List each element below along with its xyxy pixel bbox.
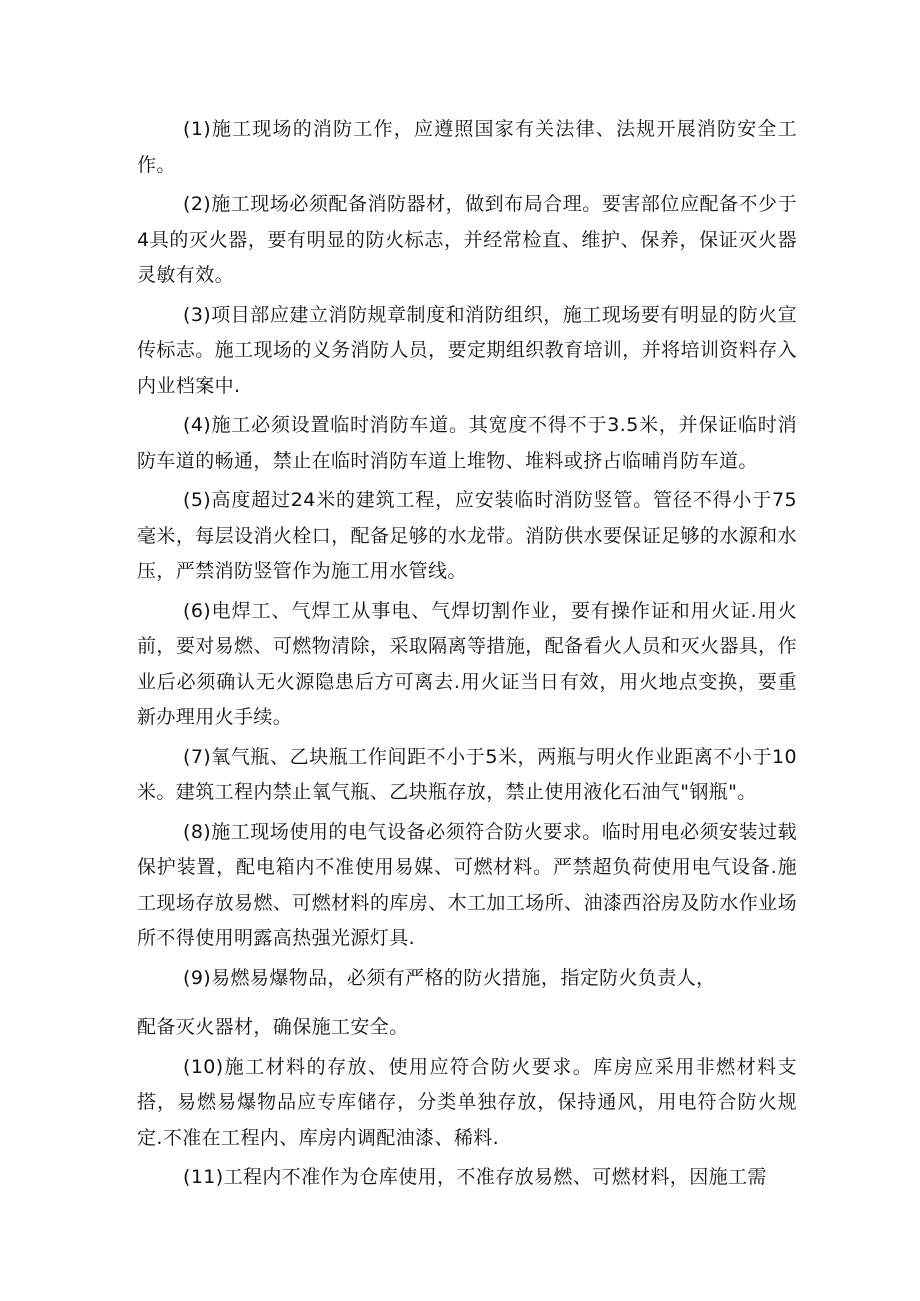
paragraph-5: (5)高度超过24米的建筑工程，应安装临时消防竖管。管径不得小于75毫米，每层设消火栓口，配备足够的水龙带。消防供水要保证足够的水源和水压，严禁消防竖管作为施工用水管线。 <box>137 489 797 582</box>
paragraph-9: (9)易燃易爆物品，必须有严格的防火措施，指定防火负责人， <box>183 966 716 989</box>
paragraph-8: (8)施工现场使用的电气设备必须符合防火要求。临时用电必须安装过载保护装置，配电箱内不准使用易媒、可燃材料。严禁超负荷使用电气设备.施工现场存放易燃、可燃材料的库房、木工加工场所、油漆西浴房及防水作业场所不得使用明露高热强光源灯具. <box>137 820 797 949</box>
paragraph-3: (3)项目部应建立消防规章制度和消防组织，施工现场要有明显的防火宣传标志。施工现场的义务消防人员，要定期组织教育培训，并将培训资料存入内业档案中. <box>137 303 797 397</box>
paragraph-4: (4)施工必须设置临时消防车道。其宽度不得不于3.5米，并保证临时消防车道的畅通，禁止在临时消防车道上堆物、堆料或挤占临晡肖防车道。 <box>137 414 797 472</box>
paragraph-2: (2)施工现场必须配备消防器材，做到布局合理。要害部位应配备不少于4具的灭火器，要有明显的防火标志，并经常检直、维护、保养，保证灭火器灵敏有效。 <box>137 193 797 286</box>
paragraph-6: (6)电焊工、气焊工从事电、气焊切割作业，要有操作证和用火证.用火前，要对易燃、可燃物清除，采取隔离等措施，配备看火人员和灭火器具，作业后必须确认无火源隐患后方可离去.用火证当日有效，用火地点变换，要重新办理用火手续。 <box>137 599 797 728</box>
paragraph-7: (7)氧气瓶、乙块瓶工作间距不小于5米，两瓶与明火作业距离不小于10米。建筑工程内禁止氧气瓶、乙块瓶存放，禁止使用液化石油气"钢瓶"。 <box>137 745 797 803</box>
paragraph-11: (11)工程内不准作为仓库使用，不准存放易燃、可燃材料，因施工需 <box>183 1166 767 1188</box>
paragraph-1: (1)施工现场的消防工作，应遵照国家有关法律、法规开展消防安全工作。 <box>137 118 797 176</box>
document-body <box>137 112 797 1200</box>
paragraph-10: (10)施工材料的存放、使用应符合防火要求。库房应采用非燃材料支搭，易燃易爆物品应专库储存，分类单独存放，保持通风，用电符合防火规定.不准在工程内、库房内调配油漆、稀料. <box>137 1055 797 1149</box>
paragraph-9-continued: 配备灭火器材，确保施工安全。 <box>137 1016 409 1038</box>
